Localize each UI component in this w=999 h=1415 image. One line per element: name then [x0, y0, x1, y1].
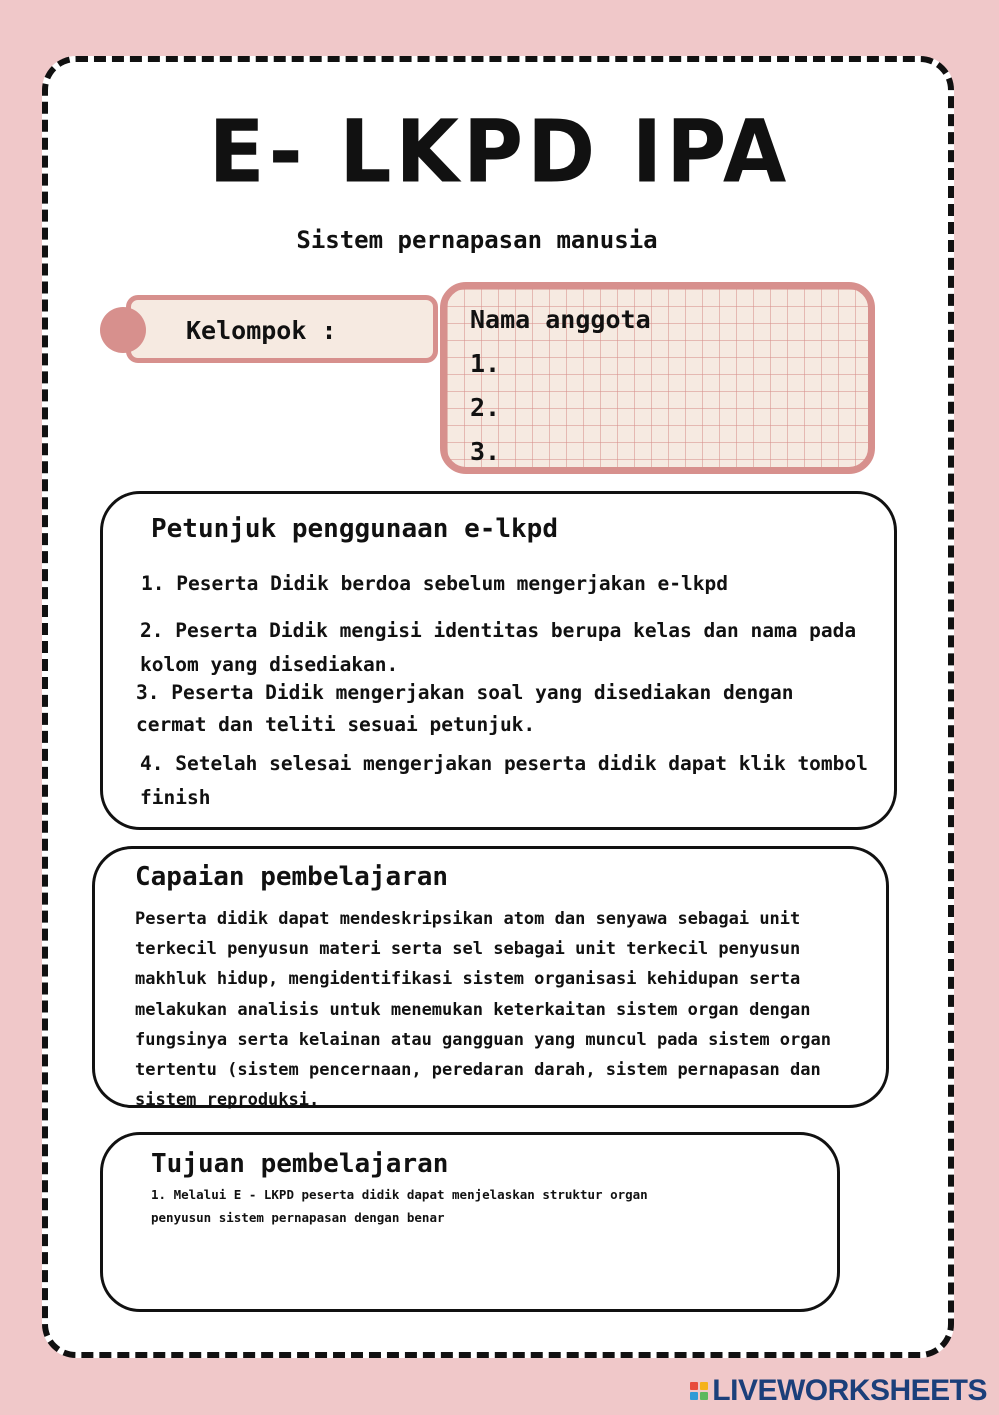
petunjuk-heading: Petunjuk penggunaan e-lkpd	[151, 514, 558, 544]
bullet-dot-icon	[100, 307, 146, 353]
petunjuk-item: 3. Peserta Didik mengerjakan soal yang disediakan dengan cermat dan teliti sesuai petunjuk.	[136, 681, 794, 736]
tujuan-text: 1. Melalui E - LKPD peserta didik dapat menjelaskan struktur organ penyusun sistem pernapasan dengan benar	[151, 1187, 648, 1225]
nama-anggota-label: Nama anggota	[470, 305, 651, 334]
brand-name: LIVEWORKSHEETS	[712, 1374, 987, 1407]
liveworksheets-logo[interactable]	[690, 1374, 987, 1408]
tujuan-heading: Tujuan pembelajaran	[151, 1149, 449, 1179]
petunjuk-item: 1. Peserta Didik berdoa sebelum mengerjakan e-lkpd	[141, 572, 728, 595]
petunjuk-item: 2. Peserta Didik mengisi identitas berupa kelas dan nama pada kolom yang disediakan.	[140, 619, 857, 676]
petunjuk-item: 4. Setelah selesai mengerjakan peserta didik dapat klik tombol finish	[140, 752, 868, 809]
nama-anggota-list	[470, 298, 651, 474]
capaian-text: Peserta didik dapat mendeskripsikan atom dan senyawa sebagai unit terkecil penyusun materi serta sel sebagai unit terkecil penyusun makhluk hidup, mengidentifikasi sistem organisasi kehidupan serta melakukan analisis untuk menemukan keterkaitan sistem organ dengan fungsinya serta kelainan atau gangguan yang muncul pada sistem organ tertentu (sistem pencernaan, peredaran darah, sistem pernapasan dan sistem reproduksi.	[135, 909, 831, 1111]
page-subtitle: Sistem pernapasan manusia	[296, 226, 658, 254]
member-line: 1.	[470, 349, 501, 378]
kelompok-label: Kelompok :	[186, 316, 337, 345]
member-line: 2.	[470, 393, 501, 422]
capaian-heading: Capaian pembelajaran	[135, 862, 449, 892]
page-title: E- LKPD IPA	[208, 102, 791, 203]
member-line: 3.	[470, 437, 501, 466]
brand-logo-icon	[690, 1382, 708, 1400]
